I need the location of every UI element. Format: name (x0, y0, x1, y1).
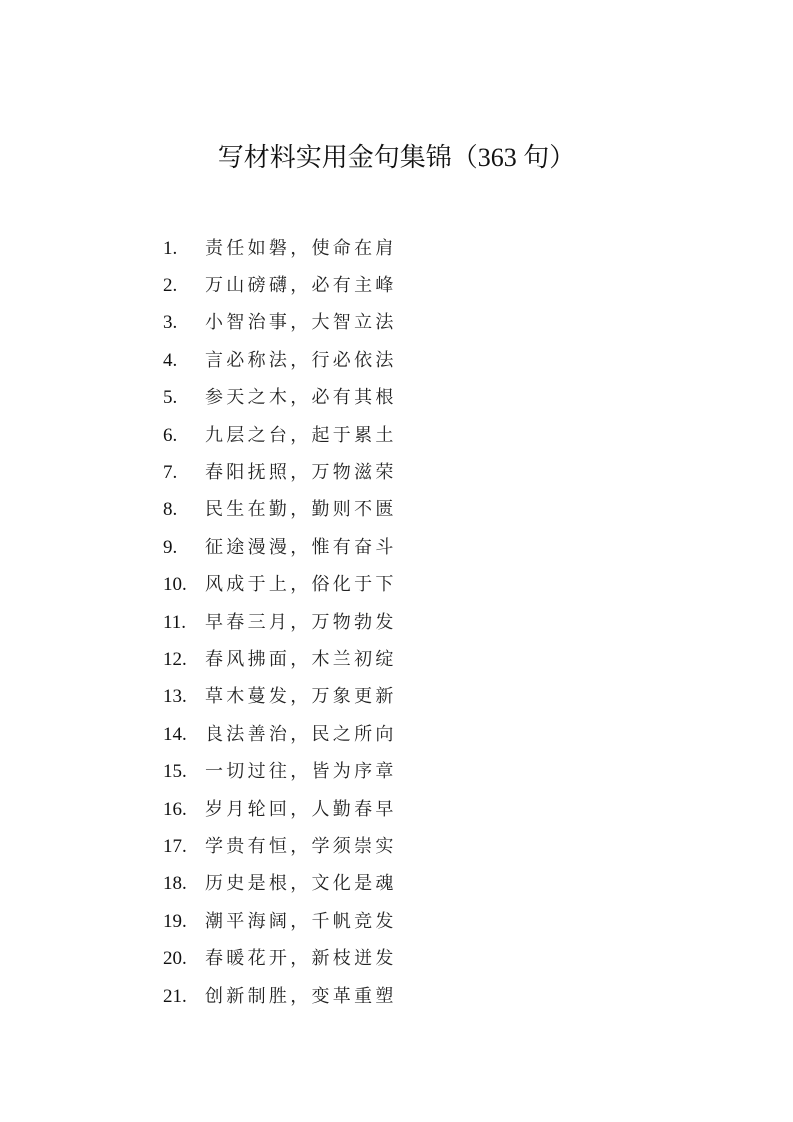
item-number: 20. (163, 948, 187, 970)
item-text: 良法善治，民之所向 (205, 723, 397, 745)
item-number: 10. (163, 574, 187, 596)
item-text: 岁月轮回，人勤春早 (205, 798, 397, 820)
item-number: 21. (163, 985, 187, 1007)
item-number: 8. (163, 499, 178, 521)
list-item (163, 529, 397, 566)
list-item (163, 866, 397, 903)
item-number: 9. (163, 536, 178, 558)
item-text: 草木蔓发，万象更新 (205, 686, 397, 708)
item-text: 春阳抚照，万物滋荣 (205, 462, 397, 484)
item-text: 小智治事，大智立法 (205, 312, 397, 334)
item-number: 6. (163, 424, 178, 446)
item-text: 征途漫漫，惟有奋斗 (205, 536, 397, 558)
item-number: 4. (163, 349, 178, 371)
item-text: 春风拂面，木兰初绽 (205, 648, 397, 670)
list-item (163, 940, 397, 977)
item-number: 12. (163, 648, 187, 670)
item-text: 历史是根，文化是魂 (205, 873, 397, 895)
item-number: 19. (163, 910, 187, 932)
list-item (163, 641, 397, 678)
list-item (163, 492, 397, 529)
list-item (163, 230, 397, 267)
list-item (163, 567, 397, 604)
list-item (163, 267, 397, 304)
item-text: 一切过往，皆为序章 (205, 761, 397, 783)
item-number: 18. (163, 873, 187, 895)
item-text: 责任如磐，使命在肩 (205, 237, 397, 259)
item-text: 风成于上，俗化于下 (205, 574, 397, 596)
list-item (163, 716, 397, 753)
item-number: 3. (163, 312, 178, 334)
item-text: 言必称法，行必依法 (205, 349, 397, 371)
item-number: 16. (163, 798, 187, 820)
list-item (163, 753, 397, 790)
item-number: 5. (163, 387, 178, 409)
item-number: 2. (163, 275, 178, 297)
item-text: 潮平海阔，千帆竞发 (205, 910, 397, 932)
item-text: 创新制胜，变革重塑 (205, 985, 397, 1007)
item-text: 早春三月，万物勃发 (205, 611, 397, 633)
list-item (163, 454, 397, 491)
list-item (163, 978, 397, 1015)
item-text: 学贵有恒，学须崇实 (205, 835, 397, 857)
item-text: 民生在勤，勤则不匮 (205, 499, 397, 521)
list-item (163, 342, 397, 379)
item-number: 17. (163, 835, 187, 857)
item-number: 1. (163, 237, 178, 259)
list-item (163, 417, 397, 454)
document-title: 写材料实用金句集锦（363 句） (217, 143, 576, 172)
quote-list (163, 230, 397, 1015)
item-number: 13. (163, 686, 187, 708)
item-number: 11. (163, 611, 187, 633)
list-item (163, 679, 397, 716)
list-item (163, 828, 397, 865)
list-item (163, 903, 397, 940)
item-number: 7. (163, 462, 178, 484)
item-number: 14. (163, 723, 187, 745)
list-item (163, 791, 397, 828)
list-item (163, 380, 397, 417)
list-item (163, 604, 397, 641)
item-text: 九层之台，起于累土 (205, 424, 397, 446)
item-text: 万山磅礴，必有主峰 (205, 275, 397, 297)
item-text: 参天之木，必有其根 (205, 387, 397, 409)
item-number: 15. (163, 761, 187, 783)
item-text: 春暖花开，新枝迸发 (205, 948, 397, 970)
list-item (163, 305, 397, 342)
